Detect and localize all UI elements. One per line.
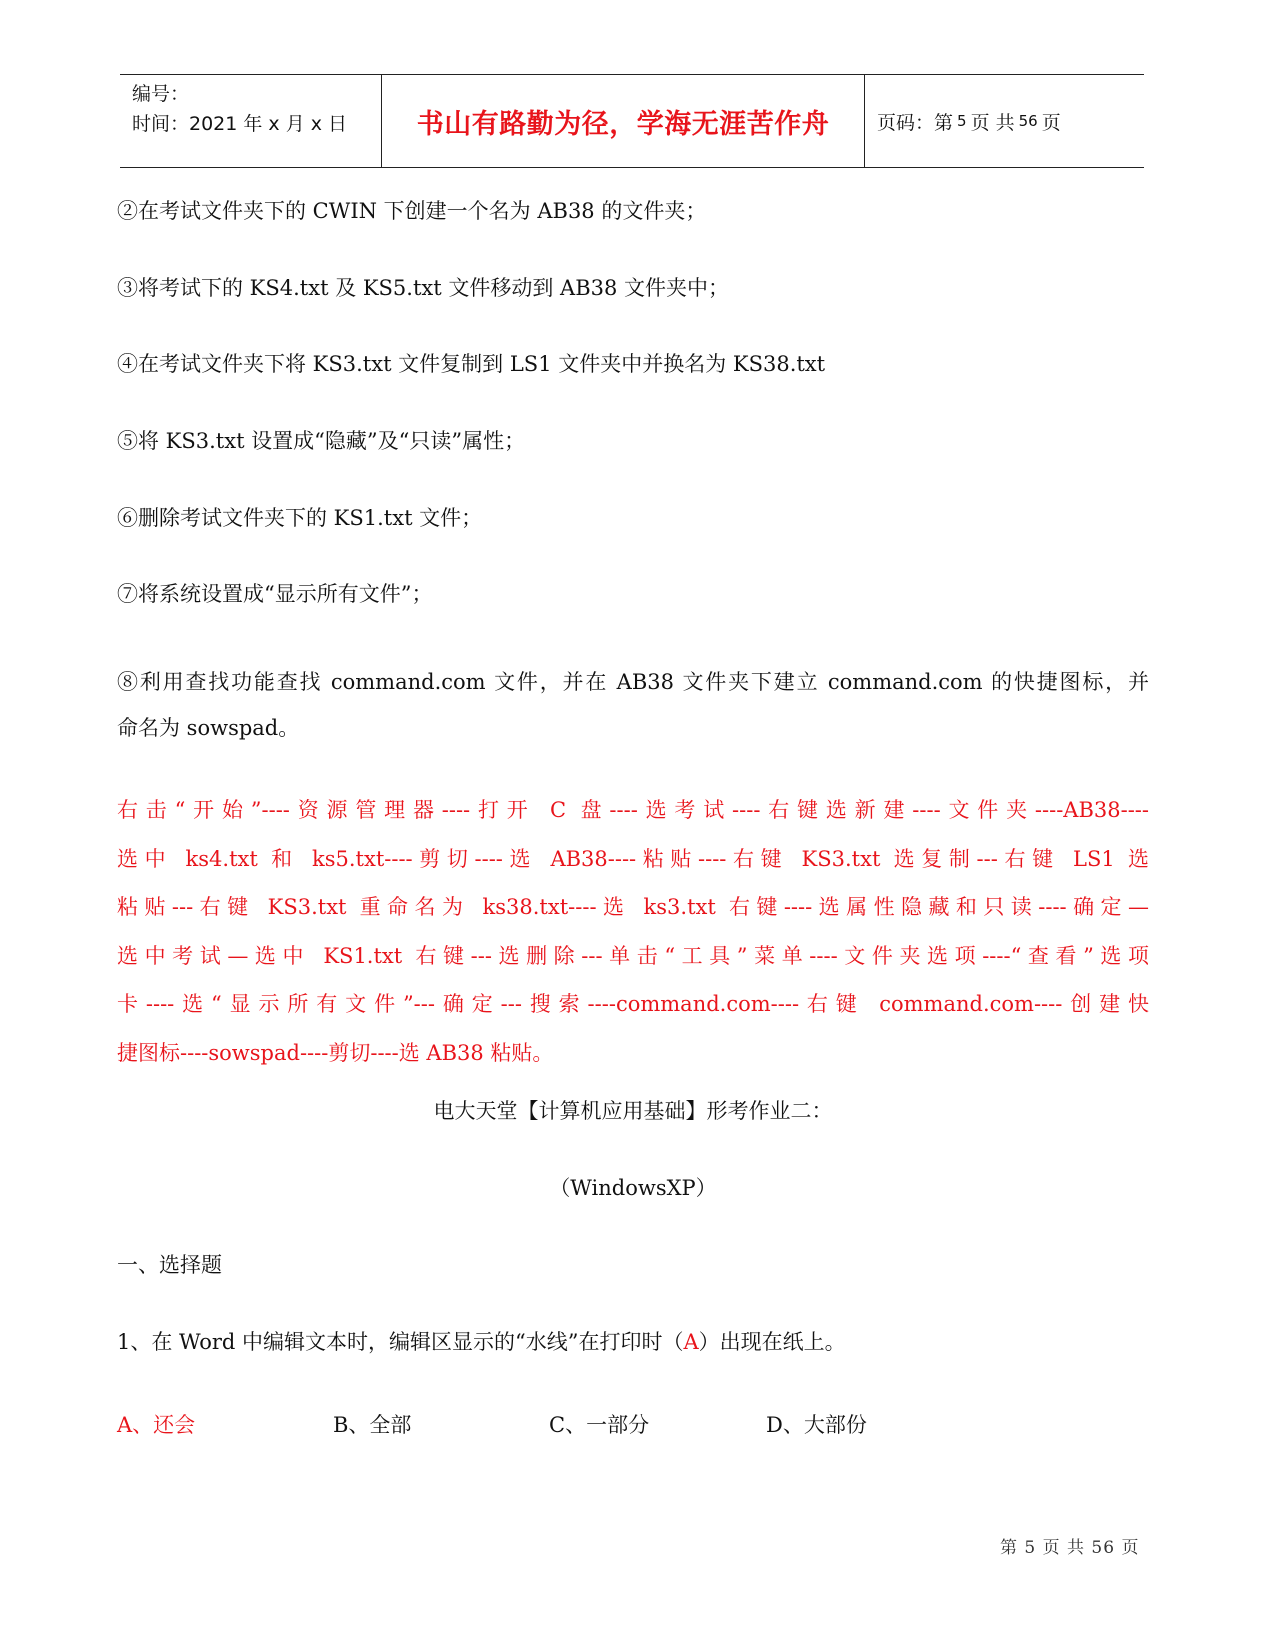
page-suffix: 页 xyxy=(1041,111,1061,134)
step-2: ②在考试文件夹下的 CWIN 下创建一个名为 AB38 的文件夹； xyxy=(117,199,707,223)
header-page-number xyxy=(865,75,1144,167)
answer-line: 粘贴---右键 KS3.txt 重命名为 ks38.txt----选 ks3.txt 右键----选属性隐藏和只读----确定— xyxy=(117,895,1149,919)
step-8-line-1: ⑧利用查找功能查找 command.com 文件，并在 AB38 文件夹下建立 command.com 的快捷图标，并 xyxy=(117,670,1149,694)
page-total: 56 xyxy=(1018,112,1038,130)
option-c: C、一部分 xyxy=(549,1413,650,1437)
step-5: ⑤将 KS3.txt 设置成“隐藏”及“只读”属性； xyxy=(117,429,526,453)
answer-line: 卡----选“显示所有文件”---确定---搜索----command.com----右键 command.com----创建快 xyxy=(117,992,1149,1016)
part-heading: 一、选择题 xyxy=(117,1253,222,1277)
question-1 xyxy=(117,1327,1149,1357)
step-8 xyxy=(117,659,1149,751)
page-middle: 页 共 xyxy=(970,111,1015,134)
answer-procedure xyxy=(117,786,1149,1077)
section-title: 电大天堂【计算机应用基础】形考作业二： xyxy=(433,1099,833,1123)
answer-line: 右击“开始”----资源管理器----打开 C 盘----选考试----右键选新建----文件夹----AB38---- xyxy=(117,798,1149,822)
time-label: 时间：2021 年 x 月 x 日 xyxy=(132,113,348,135)
page-prefix: 页码：第 xyxy=(877,111,954,134)
option-a: A、还会 xyxy=(117,1413,196,1437)
answer-line: 选中 ks4.txt 和 ks5.txt----剪切----选 AB38----粘贴----右键 KS3.txt 选复制---右键 LS1 选 xyxy=(117,846,1149,871)
step-4: ④在考试文件夹下将 KS3.txt 文件复制到 LS1 文件夹中并换名为 KS38.txt xyxy=(117,352,826,376)
serial-label: 编号： xyxy=(132,83,190,105)
question-text-before: 1、在 Word 中编辑文本时，编辑区显示的“水线”在打印时（ xyxy=(117,1330,684,1354)
section-subtitle: （WindowsXP） xyxy=(549,1176,717,1200)
option-b: B、全部 xyxy=(333,1413,412,1437)
step-6: ⑥删除考试文件夹下的 KS1.txt 文件； xyxy=(117,506,483,530)
answer-line: 选中考试—选中 KS1.txt 右键---选删除---单击“工具”菜单----文件夹选项----“查看”选项 xyxy=(117,943,1149,968)
step-3: ③将考试下的 KS4.txt 及 KS5.txt 文件移动到 AB38 文件夹中； xyxy=(117,276,730,300)
page-header xyxy=(120,74,1144,168)
step-7: ⑦将系统设置成“显示所有文件”； xyxy=(117,582,433,606)
question-text-after: ）出现在纸上。 xyxy=(698,1330,846,1354)
option-d: D、大部份 xyxy=(766,1413,867,1437)
header-info xyxy=(120,75,382,167)
header-motto: 书山有路勤为径，学海无涯苦作舟 xyxy=(382,75,865,167)
step-8-line-2: 命名为 sowspad。 xyxy=(117,716,300,740)
page-current: 5 xyxy=(957,112,967,130)
page-footer: 第 5 页 共 56 页 xyxy=(1000,1538,1140,1558)
answer-line: 捷图标----sowspad----剪切----选 AB38 粘贴。 xyxy=(117,1040,554,1065)
question-answer: A xyxy=(683,1330,699,1354)
